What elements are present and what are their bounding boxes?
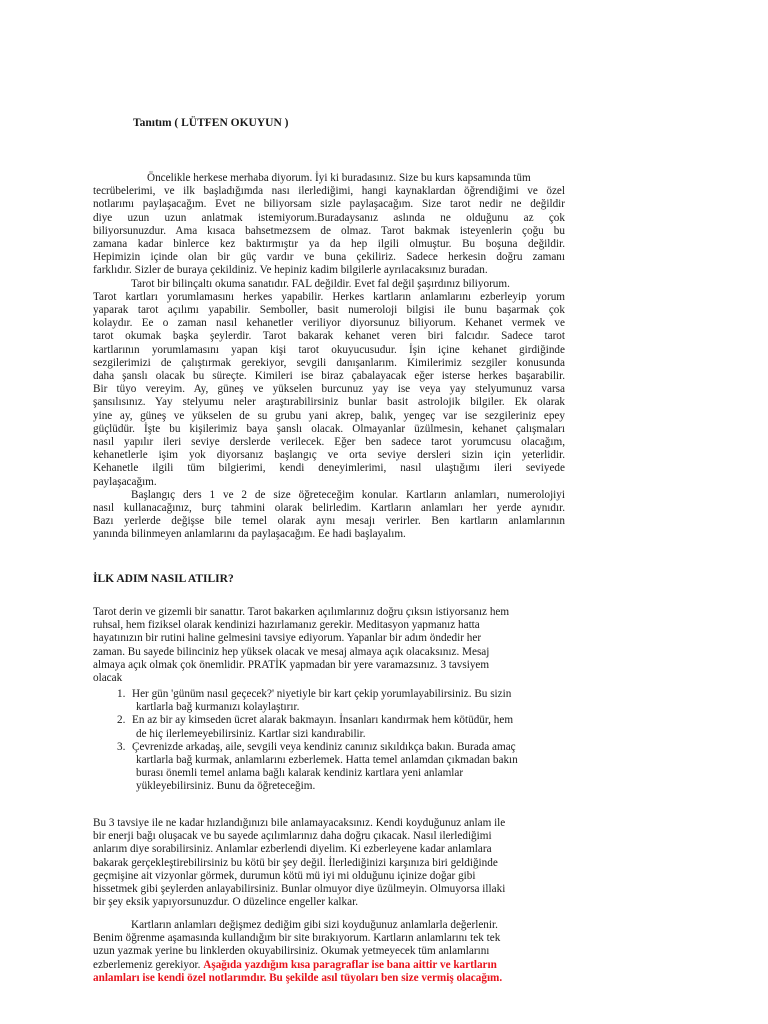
text-line: kartlarla bağ kurmanızı kolaylaştırır.: [136, 701, 300, 714]
text-line: bir şey eksik yapıyorsunuzdur. O düzelince engeller kalkar.: [93, 896, 358, 909]
text-line: bir enerji bağı oluşacak ve bu sayede açılımlarınız daha doğru çıkacak. Nasıl ilerlediğimi: [93, 830, 492, 843]
text-line: Her gün 'günüm nasıl geçecek?' niyetiyle bir kart çekip yorumlayabilirsiniz. Bu sizin: [132, 688, 512, 700]
text-line: de hiç ilerlemeyebilirsiniz. Kartlar sizi kandırabilir.: [136, 727, 366, 740]
text-line: yanında bilinmeyen anlamlarını da paylaşacağım. Ee hadi başlayalım.: [93, 528, 406, 541]
text-line: kolaydır. Ee o zaman nasıl kehanetler veriliyor diyorsunuz biliyorum. Kehanet vermek ve: [93, 317, 565, 330]
text-line: burası önemli temel anlama bağlı kalarak kendiniz kartlara yeni anlamlar: [136, 767, 464, 780]
numbered-list: [117, 688, 557, 794]
text-line: Tarot bir bilinçaltı okuma sanatıdır. FAL değildir. Evet fal değil şaşırdınız biliyorum.: [131, 277, 510, 290]
text-line: uzun yazmak yerine bu linklerden okuyabilirsiniz. Okumak yetmeyecek tüm anlamlarını: [93, 945, 490, 958]
section-paragraph: [93, 606, 565, 685]
text-line: kartlarının yorumlamasını yapan kişi tarot okuyucusudur. İşin içine kehanet girdiğinde: [93, 343, 565, 356]
plain-text: ezberlemeniz gerekiyor.: [93, 958, 201, 971]
text-line: diye uzun uzun anlatmak istemiyorum.Buradaysanız aslında ne olduğunu az çok: [93, 211, 565, 224]
closing-paragraph: [93, 817, 565, 909]
list-number: 1.: [117, 688, 126, 700]
text-line: olacak: [93, 672, 123, 685]
text-line: şansılısınız. Yay stelyumu neler araştırabilirsiniz bunlar basit astrolojik bilgiler. Ek olarak: [93, 396, 565, 409]
text-line: zaman. Bu sayede bilinciniz hep yüksek olacak ve mesaj almaya açık olacaksınız. Mesaj: [93, 645, 490, 658]
text-line: yükleyebilirsiniz. Bunu da öğreteceğim.: [136, 780, 316, 793]
text-line: Tarot kartları yorumlamasını herkes yapabilir. Herkes kartların anlamlarını ezberleyip yorum: [93, 290, 565, 303]
highlighted-text: Aşağıda yazdığım kısa paragraflar ise bana aittir ve kartların: [203, 958, 497, 971]
text-line: ruhsal, hem fiziksel olarak kendinizi hazırlamanız gerekir. Meditasyon yapmanız hatta: [93, 619, 480, 632]
text-line: geçmişine ait vizyonlar görmek, durumun kötü mü iyi mi olduğunu içinize doğar gibi: [93, 869, 476, 882]
text-line: daha şanslı olacak bu süreçte. Kimileri ise biraz çabalayacak eğer isterse herkes başarabilir.: [93, 370, 565, 383]
final-paragraph: [93, 919, 565, 985]
text-line: nasıl kullanacağınız, burç tahmini olarak belirledim. Kartların anlamları her yerde aynıdır.: [93, 502, 565, 515]
text-line: Çevrenizde arkadaş, aile, sevgili veya kendiniz canınız sıkıldıkça bakın. Burada amaç: [132, 740, 516, 753]
text-line: Kartların anlamları değişmez dediğim gibi sizi koyduğunuz anlamlarla değerlenir.: [131, 919, 498, 931]
text-line: Öncelikle herkese merhaba diyorum. İyi ki buradasınız. Size bu kurs kapsamında tüm: [147, 172, 531, 184]
text-line: Başlangıç ders 1 ve 2 de size öğreteceğim konular. Kartların anlamları, numerolojiyi: [131, 488, 565, 501]
text-line: almaya açık olmak çok önemlidir. PRATİK yapmadan bir yere varamazsınız. 3 tavsiyem: [93, 658, 490, 671]
text-line: Kehanetle ilgili tüm bilgierimi, kendi deneyimlerimi, nasıl ulaştığımı ileri seviyede: [93, 462, 565, 475]
text-line: bakarak gerçekleştirebilirsiniz bu kötü bir şey değil. İlerlediğinizi karşınıza biri geldiğinde: [93, 856, 498, 869]
text-line: kehanetlerle işim yok diyorsanız başlangıç ve orta seviye dersleri sizin için yeterlidir.: [93, 449, 565, 462]
list-item: [117, 714, 557, 740]
text-line: nasıl yapılır ileri seviye derslerde verilecek. Eğer ben sadece tarot yorumcusu olacağım,: [93, 436, 565, 449]
text-line: anlarım diye sorabilirsiniz. Anlamlar ezberlendi diyelim. Ki ezberleyene kadar anlamlara: [93, 843, 492, 856]
text-line: tarot okumak başka şeylerdir. Tarot bakarak kehanet veren biri falcıdır. Sadece tarot: [93, 330, 565, 343]
list-item: [117, 741, 557, 794]
text-line: hissetmek gibi şeylerden anlayabilirsiniz. Bunlar olmuyor diye üzülmeyin. Olmuyorsa illaki: [93, 883, 506, 896]
text-line: Bazı yerlerde değişse bile temel olarak aynı mesajı verirler. Ben kartların anlamlarının: [93, 515, 565, 528]
highlighted-text: anlamları ise kendi özel notlarımdır. Bu şekilde asıl tüyoları ben size vermiş olacağım.: [93, 971, 503, 984]
page-title: Tanıtım ( LÜTFEN OKUYUN ): [133, 117, 289, 129]
list-number: 2.: [117, 714, 126, 727]
text-line: Bu 3 tavsiye ile ne kadar hızlandığınızı bile anlamayacaksınız. Kendi koyduğunuz anlam ile: [93, 817, 506, 829]
text-line: notlarımı paylaşacağım. Evet ne biliyorsam sizle paylaşacağım. Size tarot nedir ne değildir: [93, 198, 565, 211]
text-line: tecrübelerimi, ve ilk başladığımda nası ilerlediğimi, hangi kaynaklardan öğrendiğimi ve özel: [93, 185, 565, 198]
list-number: 3.: [117, 740, 126, 753]
text-line: kartlarla bağ kurmak, anlamlarını ezberlemek. Hatta temel anlamdan çıkmadan bakın: [136, 754, 518, 767]
text-line: [93, 959, 565, 972]
text-line: güçlüdür. İşte bu kişilerimiz baya şanslı olacak. Olmayanlar üzülmesin, kehanet çalışmaları: [93, 422, 565, 435]
text-line: Tarot derin ve gizemli bir sanattır. Tarot bakarken açılımlarınız doğru çıksın istiyorsanız hem: [93, 606, 510, 618]
text-line: Bir tüyo vereyim. Ay, güneş ve yükselen burcunuz yay ise veya yay stelyumunuz varsa: [93, 383, 565, 396]
text-line: paylaşacağım.: [93, 475, 157, 488]
text-line: En az bir ay kimseden ücret alarak bakmayın. İnsanları kandırmak hem kötüdür, hem: [132, 714, 514, 727]
text-line: hayatınızın bir rutini haline gelmesini tavsiye ediyorum. Yapanlar bir adım öndedir her: [93, 632, 482, 645]
text-line: yine ay, güneş ve yükselen de su grubu yani akrep, balık, yengeç var ise sezgileriniz epey: [93, 409, 565, 422]
list-item: [117, 688, 557, 714]
text-line: zamana kadar binlerce kez baktırmıştır ya da hep ilgili olmuştur. Bu boşuna değildir.: [93, 238, 565, 251]
intro-paragraph: [93, 172, 565, 542]
text-line: biliyorsunuzdur. Ama kısaca bahsetmezsem de olmaz. Tarot bakmak isteyenlerin çoğu bu: [93, 224, 565, 237]
section-heading: İLK ADIM NASIL ATILIR?: [93, 573, 234, 585]
text-line: yaparak tarot açılımı yapabilir. Semboller, basit numeroloji bilgisi ile bunu başarmak çok: [93, 304, 565, 317]
text-line: Benim öğrenme aşamasında kullandığım bir site bırakıyorum. Kartların anlamlarını tek tek: [93, 932, 501, 945]
text-line: farklıdır. Sizler de buraya çekildiniz. Ve hepiniz kadim bilgilerle ayrılacaksınız buradan.: [93, 264, 488, 277]
text-line: sezgilerimizi de çalıştırmak gerekiyor, sevgili danışanlarım. Kimilerimiz sezgiler konusunda: [93, 356, 565, 369]
text-line: Hepimizin içinde olan bir güç vardır ve buna çekiliriz. Sadece herkesin doğru zamanı: [93, 251, 565, 264]
